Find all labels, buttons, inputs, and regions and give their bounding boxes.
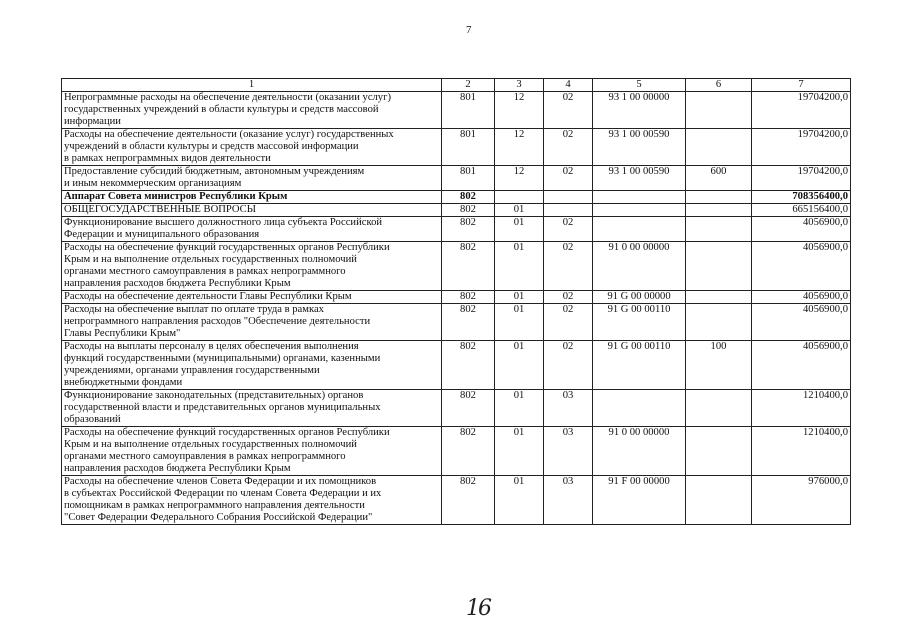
section-code-cell: 01 — [495, 390, 544, 427]
target-article-cell — [593, 390, 686, 427]
amount-cell: 19704200,0 — [752, 92, 851, 129]
chapter-code-cell: 801 — [442, 166, 495, 191]
row-name-cell: ОБЩЕГОСУДАРСТВЕННЫЕ ВОПРОСЫ — [62, 204, 442, 217]
expense-type-cell — [686, 427, 752, 476]
page-number: 7 — [466, 24, 472, 36]
table-row — [62, 427, 851, 476]
expense-type-cell — [686, 92, 752, 129]
amount-cell: 4056900,0 — [752, 304, 851, 341]
expense-type-cell — [686, 291, 752, 304]
row-name-cell: Расходы на обеспечение членов Совета Федерации и их помощников в субъектах Российской Федерации по членам Совета Федерации и их помощникам в рамках непрограммного направления деятельности "Совет Федерации Федерального Собрания Российской Федерации" — [62, 476, 442, 525]
table-row — [62, 166, 851, 191]
expense-type-cell — [686, 217, 752, 242]
section-code-cell: 01 — [495, 291, 544, 304]
section-code-cell: 01 — [495, 242, 544, 291]
section-code-cell: 01 — [495, 341, 544, 390]
column-header: 7 — [752, 79, 851, 92]
row-name-cell: Расходы на обеспечение функций государственных органов Республики Крым и на выполнение отдельных государственных полномочий органами местного самоуправления в рамках непрограммного направления расходов бюджета Республики Крым — [62, 242, 442, 291]
column-header: 2 — [442, 79, 495, 92]
target-article-cell: 91 F 00 00000 — [593, 476, 686, 525]
expense-type-cell — [686, 191, 752, 204]
row-name-cell: Непрограммные расходы на обеспечение деятельности (оказании услуг) государственных учреждений в области культуры и средств массовой информации — [62, 92, 442, 129]
amount-cell: 4056900,0 — [752, 242, 851, 291]
expense-type-cell: 100 — [686, 341, 752, 390]
subsection-code-cell: 02 — [544, 304, 593, 341]
column-header: 4 — [544, 79, 593, 92]
row-name-cell: Аппарат Совета министров Республики Крым — [62, 191, 442, 204]
target-article-cell: 93 1 00 00000 — [593, 92, 686, 129]
table-row — [62, 191, 851, 204]
target-article-cell: 91 0 00 00000 — [593, 427, 686, 476]
column-header: 3 — [495, 79, 544, 92]
chapter-code-cell: 801 — [442, 92, 495, 129]
target-article-cell — [593, 217, 686, 242]
amount-cell: 976000,0 — [752, 476, 851, 525]
subsection-code-cell: 02 — [544, 217, 593, 242]
chapter-code-cell: 802 — [442, 242, 495, 291]
row-name-cell: Расходы на обеспечение деятельности (оказание услуг) государственных учреждений в области культуры и средств массовой информации в рамках непрограммных видов деятельности — [62, 129, 442, 166]
chapter-code-cell: 802 — [442, 191, 495, 204]
table-row — [62, 476, 851, 525]
expense-type-cell — [686, 304, 752, 341]
column-header: 1 — [62, 79, 442, 92]
subsection-code-cell: 03 — [544, 476, 593, 525]
target-article-cell: 91 G 00 00110 — [593, 341, 686, 390]
section-code-cell: 01 — [495, 204, 544, 217]
chapter-code-cell: 802 — [442, 204, 495, 217]
section-code-cell: 01 — [495, 304, 544, 341]
column-header: 5 — [593, 79, 686, 92]
target-article-cell — [593, 191, 686, 204]
amount-cell: 4056900,0 — [752, 217, 851, 242]
table-row — [62, 304, 851, 341]
table-row — [62, 291, 851, 304]
row-name-cell: Расходы на обеспечение выплат по оплате труда в рамках непрограммного направления расходов "Обеспечение деятельности Главы Республики Крым" — [62, 304, 442, 341]
chapter-code-cell: 802 — [442, 341, 495, 390]
chapter-code-cell: 802 — [442, 291, 495, 304]
chapter-code-cell: 802 — [442, 427, 495, 476]
target-article-cell: 91 G 00 00000 — [593, 291, 686, 304]
section-code-cell — [495, 191, 544, 204]
amount-cell: 1210400,0 — [752, 390, 851, 427]
amount-cell: 19704200,0 — [752, 166, 851, 191]
subsection-code-cell: 02 — [544, 129, 593, 166]
subsection-code-cell — [544, 191, 593, 204]
row-name-cell: Функционирование законодательных (представительных) органов государственной власти и представительных органов муниципальных образований — [62, 390, 442, 427]
target-article-cell: 93 1 00 00590 — [593, 129, 686, 166]
subsection-code-cell: 02 — [544, 92, 593, 129]
table-row — [62, 92, 851, 129]
target-article-cell: 93 1 00 00590 — [593, 166, 686, 191]
target-article-cell — [593, 204, 686, 217]
chapter-code-cell: 802 — [442, 476, 495, 525]
table-row — [62, 204, 851, 217]
expense-type-cell — [686, 390, 752, 427]
subsection-code-cell: 03 — [544, 427, 593, 476]
subsection-code-cell: 02 — [544, 341, 593, 390]
section-code-cell: 01 — [495, 427, 544, 476]
budget-table — [61, 78, 851, 525]
amount-cell: 1210400,0 — [752, 427, 851, 476]
expense-type-cell — [686, 476, 752, 525]
row-name-cell: Предоставление субсидий бюджетным, автономным учреждениям и иным некоммерческим организациям — [62, 166, 442, 191]
expense-type-cell — [686, 204, 752, 217]
section-code-cell: 12 — [495, 166, 544, 191]
section-code-cell: 01 — [495, 476, 544, 525]
section-code-cell: 01 — [495, 217, 544, 242]
subsection-code-cell: 03 — [544, 390, 593, 427]
amount-cell: 665156400,0 — [752, 204, 851, 217]
amount-cell: 19704200,0 — [752, 129, 851, 166]
row-name-cell: Расходы на обеспечение деятельности Главы Республики Крым — [62, 291, 442, 304]
chapter-code-cell: 802 — [442, 217, 495, 242]
chapter-code-cell: 802 — [442, 304, 495, 341]
target-article-cell: 91 0 00 00000 — [593, 242, 686, 291]
expense-type-cell — [686, 242, 752, 291]
column-header: 6 — [686, 79, 752, 92]
table-row — [62, 217, 851, 242]
section-code-cell: 12 — [495, 129, 544, 166]
target-article-cell: 91 G 00 00110 — [593, 304, 686, 341]
amount-cell: 4056900,0 — [752, 291, 851, 304]
expense-type-cell: 600 — [686, 166, 752, 191]
subsection-code-cell: 02 — [544, 291, 593, 304]
handwritten-sheet-number: 16 — [466, 596, 490, 621]
table-header-row — [62, 79, 851, 92]
row-name-cell: Функционирование высшего должностного лица субъекта Российской Федерации и муниципального образования — [62, 217, 442, 242]
table-row — [62, 390, 851, 427]
table-row — [62, 242, 851, 291]
section-code-cell: 12 — [495, 92, 544, 129]
subsection-code-cell — [544, 204, 593, 217]
subsection-code-cell: 02 — [544, 242, 593, 291]
amount-cell: 708356400,0 — [752, 191, 851, 204]
expense-type-cell — [686, 129, 752, 166]
table-row — [62, 129, 851, 166]
chapter-code-cell: 801 — [442, 129, 495, 166]
row-name-cell: Расходы на выплаты персоналу в целях обеспечения выполнения функций государственными (муниципальными) органами, казенными учреждениями, органами управления государственными внебюджетными фондами — [62, 341, 442, 390]
table-row — [62, 341, 851, 390]
chapter-code-cell: 802 — [442, 390, 495, 427]
subsection-code-cell: 02 — [544, 166, 593, 191]
amount-cell: 4056900,0 — [752, 341, 851, 390]
row-name-cell: Расходы на обеспечение функций государственных органов Республики Крым и на выполнение отдельных государственных полномочий органами местного самоуправления в рамках непрограммного направления расходов бюджета Республики Крым — [62, 427, 442, 476]
